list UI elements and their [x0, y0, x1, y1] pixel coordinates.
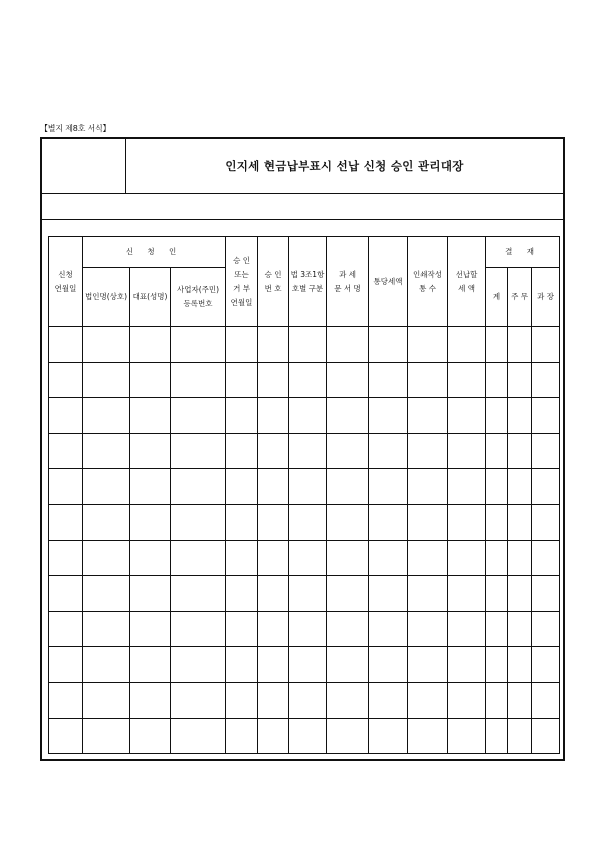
blank-row — [42, 194, 563, 220]
ledger-form — [40, 137, 565, 761]
table-cell[interactable] — [289, 611, 327, 647]
table-row — [49, 433, 560, 469]
table-row — [49, 611, 560, 647]
header-print-copies: 인쇄작성 통 수 — [408, 237, 448, 327]
header-approval-head: 과 장 — [532, 268, 560, 327]
table-cell[interactable] — [49, 362, 83, 398]
table-cell[interactable] — [532, 718, 560, 754]
table-cell[interactable] — [258, 647, 289, 683]
table-cell[interactable] — [448, 647, 486, 683]
table-cell[interactable] — [369, 718, 408, 754]
table-cell[interactable] — [486, 647, 508, 683]
table-cell[interactable] — [508, 647, 532, 683]
ledger-table — [48, 236, 560, 754]
table-cell[interactable] — [258, 327, 289, 363]
table-cell[interactable] — [49, 682, 83, 718]
table-cell[interactable] — [130, 718, 171, 754]
table-cell[interactable] — [83, 682, 130, 718]
table-cell[interactable] — [226, 576, 258, 612]
table-cell[interactable] — [289, 362, 327, 398]
table-cell[interactable] — [49, 540, 83, 576]
table-cell[interactable] — [448, 362, 486, 398]
table-cell[interactable] — [532, 433, 560, 469]
table-cell[interactable] — [49, 398, 83, 434]
table-row — [49, 398, 560, 434]
table-row — [49, 576, 560, 612]
table-cell[interactable] — [258, 718, 289, 754]
table-cell[interactable] — [289, 469, 327, 505]
table-cell[interactable] — [171, 469, 226, 505]
table-cell[interactable] — [83, 611, 130, 647]
table-cell[interactable] — [448, 504, 486, 540]
table-cell[interactable] — [448, 540, 486, 576]
table-cell[interactable] — [327, 327, 369, 363]
table-cell[interactable] — [49, 327, 83, 363]
table-cell[interactable] — [130, 647, 171, 683]
table-cell[interactable] — [486, 540, 508, 576]
table-row — [49, 540, 560, 576]
header-application-date: 신청 연월일 — [49, 237, 83, 327]
table-cell[interactable] — [532, 504, 560, 540]
table-cell[interactable] — [369, 327, 408, 363]
table-cell[interactable] — [258, 469, 289, 505]
table-cell[interactable] — [171, 611, 226, 647]
table-cell[interactable] — [289, 576, 327, 612]
table-row — [49, 327, 560, 363]
table-cell[interactable] — [408, 433, 448, 469]
table-cell[interactable] — [258, 540, 289, 576]
table-cell[interactable] — [49, 647, 83, 683]
table-cell[interactable] — [369, 682, 408, 718]
title-left-cell — [42, 139, 126, 193]
header-tax-document: 과 세 문 서 명 — [327, 237, 369, 327]
table-cell[interactable] — [226, 362, 258, 398]
table-cell[interactable] — [171, 327, 226, 363]
table-cell[interactable] — [327, 718, 369, 754]
table-cell[interactable] — [486, 433, 508, 469]
header-business-number: 사업자(주민) 등록번호 — [171, 268, 226, 327]
header-tax-amount-per-copy: 통당세액 — [369, 237, 408, 327]
table-cell[interactable] — [130, 682, 171, 718]
table-cell[interactable] — [369, 433, 408, 469]
table-cell[interactable] — [226, 433, 258, 469]
table-cell[interactable] — [130, 576, 171, 612]
table-cell[interactable] — [83, 647, 130, 683]
table-cell[interactable] — [408, 682, 448, 718]
table-cell[interactable] — [508, 611, 532, 647]
table-cell[interactable] — [369, 540, 408, 576]
table-cell[interactable] — [408, 540, 448, 576]
table-cell[interactable] — [532, 647, 560, 683]
table-cell[interactable] — [49, 433, 83, 469]
table-cell[interactable] — [83, 576, 130, 612]
header-row-1 — [49, 237, 560, 268]
table-cell[interactable] — [327, 611, 369, 647]
table-row — [49, 469, 560, 505]
table-cell[interactable] — [226, 327, 258, 363]
table-cell[interactable] — [448, 718, 486, 754]
table-cell[interactable] — [171, 504, 226, 540]
table-cell[interactable] — [448, 327, 486, 363]
table-cell[interactable] — [486, 682, 508, 718]
table-cell[interactable] — [83, 362, 130, 398]
table-cell[interactable] — [327, 540, 369, 576]
table-cell[interactable] — [369, 504, 408, 540]
table-cell[interactable] — [408, 647, 448, 683]
table-cell[interactable] — [130, 362, 171, 398]
table-cell[interactable] — [258, 433, 289, 469]
table-cell[interactable] — [226, 398, 258, 434]
table-cell[interactable] — [508, 576, 532, 612]
table-cell[interactable] — [258, 576, 289, 612]
table-cell[interactable] — [258, 362, 289, 398]
table-cell[interactable] — [289, 540, 327, 576]
table-cell[interactable] — [327, 433, 369, 469]
table-cell[interactable] — [130, 469, 171, 505]
table-cell[interactable] — [258, 504, 289, 540]
table-cell[interactable] — [226, 611, 258, 647]
table-cell[interactable] — [508, 327, 532, 363]
ledger-body — [49, 327, 560, 754]
table-cell[interactable] — [289, 398, 327, 434]
table-cell[interactable] — [327, 682, 369, 718]
table-cell[interactable] — [289, 647, 327, 683]
header-representative: 대표(성명) — [130, 268, 171, 327]
table-cell[interactable] — [258, 611, 289, 647]
form-number-label: 【별지 제8호 서식】 — [40, 124, 111, 133]
table-cell[interactable] — [486, 576, 508, 612]
table-cell[interactable] — [448, 611, 486, 647]
table-cell[interactable] — [226, 469, 258, 505]
table-cell[interactable] — [508, 469, 532, 505]
table-cell[interactable] — [369, 576, 408, 612]
table-cell[interactable] — [226, 682, 258, 718]
table-cell[interactable] — [289, 433, 327, 469]
table-cell[interactable] — [508, 540, 532, 576]
table-cell[interactable] — [327, 362, 369, 398]
table-cell[interactable] — [49, 504, 83, 540]
table-cell[interactable] — [226, 647, 258, 683]
table-cell[interactable] — [508, 362, 532, 398]
table-cell[interactable] — [508, 398, 532, 434]
table-cell[interactable] — [486, 718, 508, 754]
header-approval-number: 승 인 번 호 — [258, 237, 289, 327]
table-cell[interactable] — [327, 647, 369, 683]
table-cell[interactable] — [83, 398, 130, 434]
table-cell[interactable] — [130, 504, 171, 540]
table-cell[interactable] — [408, 718, 448, 754]
table-cell[interactable] — [486, 611, 508, 647]
header-approval-chief: 주 무 — [508, 268, 532, 327]
table-cell[interactable] — [171, 362, 226, 398]
table-cell[interactable] — [83, 504, 130, 540]
table-row — [49, 647, 560, 683]
table-cell[interactable] — [327, 398, 369, 434]
table-cell[interactable] — [486, 362, 508, 398]
table-cell[interactable] — [532, 469, 560, 505]
table-cell[interactable] — [226, 540, 258, 576]
header-approval-group: 결 재 — [486, 237, 560, 268]
table-cell[interactable] — [532, 327, 560, 363]
table-cell[interactable] — [508, 504, 532, 540]
table-cell[interactable] — [408, 611, 448, 647]
table-cell[interactable] — [508, 718, 532, 754]
table-cell[interactable] — [486, 504, 508, 540]
table-cell[interactable] — [448, 398, 486, 434]
document-title: 인지세 현금납부표시 선납 신청 승인 관리대장 — [225, 159, 464, 173]
table-cell[interactable] — [327, 576, 369, 612]
table-cell[interactable] — [486, 398, 508, 434]
table-cell[interactable] — [289, 504, 327, 540]
title-row — [42, 139, 563, 194]
table-row — [49, 682, 560, 718]
table-cell[interactable] — [171, 682, 226, 718]
table-cell[interactable] — [130, 327, 171, 363]
table-cell[interactable] — [171, 433, 226, 469]
table-cell[interactable] — [258, 682, 289, 718]
table-cell[interactable] — [532, 682, 560, 718]
header-article-clause: 법 3조1항 호별 구분 — [289, 237, 327, 327]
table-cell[interactable] — [226, 504, 258, 540]
table-cell[interactable] — [130, 540, 171, 576]
table-cell[interactable] — [369, 398, 408, 434]
table-cell[interactable] — [83, 718, 130, 754]
table-cell[interactable] — [83, 469, 130, 505]
table-cell[interactable] — [532, 540, 560, 576]
table-cell[interactable] — [448, 433, 486, 469]
table-cell[interactable] — [369, 362, 408, 398]
table-cell[interactable] — [486, 469, 508, 505]
table-cell[interactable] — [327, 504, 369, 540]
table-cell[interactable] — [130, 433, 171, 469]
table-cell[interactable] — [130, 398, 171, 434]
table-cell[interactable] — [448, 469, 486, 505]
table-cell[interactable] — [171, 576, 226, 612]
table-cell[interactable] — [532, 576, 560, 612]
table-cell[interactable] — [171, 647, 226, 683]
table-cell[interactable] — [408, 362, 448, 398]
table-cell[interactable] — [49, 611, 83, 647]
table-cell[interactable] — [486, 327, 508, 363]
table-row — [49, 504, 560, 540]
table-cell[interactable] — [130, 611, 171, 647]
header-applicant-group: 신 청 인 — [83, 237, 226, 268]
header-approval-or-rejection-date: 승 인 또는 거 부 연월일 — [226, 237, 258, 327]
table-cell[interactable] — [408, 504, 448, 540]
table-cell[interactable] — [289, 682, 327, 718]
table-cell[interactable] — [508, 682, 532, 718]
table-cell[interactable] — [369, 469, 408, 505]
table-cell[interactable] — [448, 682, 486, 718]
table-cell[interactable] — [49, 576, 83, 612]
table-cell[interactable] — [408, 398, 448, 434]
table-row — [49, 362, 560, 398]
table-cell[interactable] — [408, 469, 448, 505]
table-cell[interactable] — [369, 647, 408, 683]
table-cell[interactable] — [289, 327, 327, 363]
table-cell[interactable] — [171, 398, 226, 434]
table-cell[interactable] — [171, 718, 226, 754]
table-cell[interactable] — [369, 611, 408, 647]
table-cell[interactable] — [448, 576, 486, 612]
table-cell[interactable] — [508, 433, 532, 469]
table-cell[interactable] — [171, 540, 226, 576]
table-cell[interactable] — [408, 576, 448, 612]
table-cell[interactable] — [532, 398, 560, 434]
table-cell[interactable] — [49, 469, 83, 505]
table-cell[interactable] — [226, 718, 258, 754]
table-cell[interactable] — [83, 327, 130, 363]
header-prepaid-tax: 선납할 세 액 — [448, 237, 486, 327]
table-cell[interactable] — [289, 718, 327, 754]
table-cell[interactable] — [83, 433, 130, 469]
table-cell[interactable] — [532, 362, 560, 398]
table-cell[interactable] — [408, 327, 448, 363]
table-row — [49, 718, 560, 754]
header-approval-staff: 계 — [486, 268, 508, 327]
table-cell[interactable] — [83, 540, 130, 576]
table-cell[interactable] — [327, 469, 369, 505]
table-cell[interactable] — [49, 718, 83, 754]
table-cell[interactable] — [532, 611, 560, 647]
table-cell[interactable] — [258, 398, 289, 434]
header-corp-name: 법인명(상호) — [83, 268, 130, 327]
